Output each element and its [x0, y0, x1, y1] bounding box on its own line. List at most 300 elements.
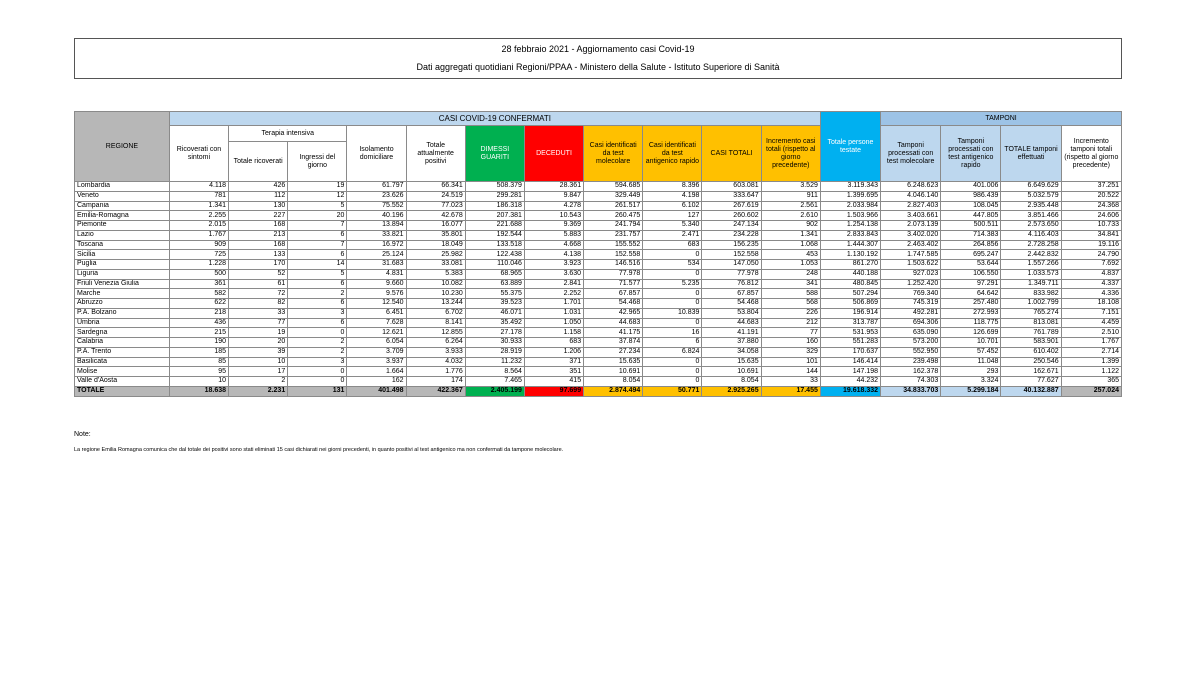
value-cell: 162.378 — [881, 367, 941, 377]
value-cell: 19 — [229, 328, 288, 338]
value-cell: 146.414 — [820, 357, 880, 367]
value-cell: 44.683 — [702, 318, 761, 328]
value-cell: 231.757 — [584, 230, 643, 240]
value-cell: 1.130.192 — [820, 250, 880, 260]
region-cell: Campania — [75, 201, 170, 211]
value-cell: 16 — [643, 328, 702, 338]
value-cell: 2.463.402 — [881, 240, 941, 250]
table-row — [75, 221, 1122, 231]
value-cell: 9.847 — [524, 191, 583, 201]
value-cell: 6.649.629 — [1001, 182, 1061, 192]
value-cell: 71.577 — [584, 279, 643, 289]
region-cell: Lazio — [75, 230, 170, 240]
value-cell: 5.235 — [643, 279, 702, 289]
report-subtitle: Dati aggregati quotidiani Regioni/PPAA - Ministero della Salute - Istituto Superiore di Sanità — [416, 62, 780, 72]
value-cell: 10.230 — [406, 289, 465, 299]
value-cell: 192.544 — [465, 230, 524, 240]
value-cell: 97.699 — [524, 386, 583, 396]
report-header — [74, 38, 1122, 79]
col-header-persone-testate: Totale persone testate — [820, 112, 880, 182]
value-cell: 3.119.343 — [820, 182, 880, 192]
value-cell: 2.015 — [169, 221, 228, 231]
value-cell: 1.068 — [761, 240, 820, 250]
region-cell: Valle d'Aosta — [75, 377, 170, 387]
value-cell: 24.368 — [1061, 201, 1121, 211]
value-cell: 3.630 — [524, 269, 583, 279]
value-cell: 170.637 — [820, 347, 880, 357]
value-cell: 986.439 — [941, 191, 1001, 201]
value-cell: 42.678 — [406, 211, 465, 221]
value-cell: 42.965 — [584, 308, 643, 318]
value-cell: 50.771 — [643, 386, 702, 396]
value-cell: 551.283 — [820, 338, 880, 348]
value-cell: 6.264 — [406, 338, 465, 348]
value-cell: 534 — [643, 260, 702, 270]
value-cell: 3 — [288, 357, 347, 367]
value-cell: 19.116 — [1061, 240, 1121, 250]
value-cell: 118.775 — [941, 318, 1001, 328]
value-cell: 3.324 — [941, 377, 1001, 387]
value-cell: 67.857 — [702, 289, 761, 299]
value-cell: 610.402 — [1001, 347, 1061, 357]
value-cell: 77.978 — [702, 269, 761, 279]
value-cell: 4.046.140 — [881, 191, 941, 201]
value-cell: 152.558 — [584, 250, 643, 260]
value-cell: 2.610 — [761, 211, 820, 221]
value-cell: 74.303 — [881, 377, 941, 387]
value-cell: 12.540 — [347, 299, 406, 309]
value-cell: 4.116.403 — [1001, 230, 1061, 240]
value-cell: 3.402.020 — [881, 230, 941, 240]
value-cell: 422.367 — [406, 386, 465, 396]
col-header-isolamento: Isolamento domiciliare — [347, 126, 406, 182]
value-cell: 2.405.199 — [465, 386, 524, 396]
value-cell: 11.048 — [941, 357, 1001, 367]
value-cell: 1.349.711 — [1001, 279, 1061, 289]
value-cell: 18.638 — [169, 386, 228, 396]
region-cell: Sicilia — [75, 250, 170, 260]
region-cell: Friuli Venezia Giulia — [75, 279, 170, 289]
value-cell: 33.081 — [406, 260, 465, 270]
value-cell: 2.728.258 — [1001, 240, 1061, 250]
value-cell: 4.337 — [1061, 279, 1121, 289]
value-cell: 186.318 — [465, 201, 524, 211]
value-cell: 213 — [229, 230, 288, 240]
notes-text: La regione Emilia Romagna comunica che dal totale dei positivi sono stati eliminati 15 casi dichiarati nei giorni precedenti, in quanto positivi al test antigenico ma non confermati da tampone molecolare. — [74, 447, 564, 453]
value-cell: 15.635 — [584, 357, 643, 367]
value-cell: 1.557.266 — [1001, 260, 1061, 270]
value-cell: 23.626 — [347, 191, 406, 201]
region-cell: Puglia — [75, 260, 170, 270]
value-cell: 2 — [288, 338, 347, 348]
value-cell: 1.776 — [406, 367, 465, 377]
value-cell: 1.341 — [761, 230, 820, 240]
value-cell: 72 — [229, 289, 288, 299]
value-cell: 41.191 — [702, 328, 761, 338]
value-cell: 4.032 — [406, 357, 465, 367]
col-header-incremento-casi: Incremento casi totali (rispetto al giorno precedente) — [761, 126, 820, 182]
value-cell: 37.874 — [584, 338, 643, 348]
table-row — [75, 191, 1122, 201]
value-cell: 583.901 — [1001, 338, 1061, 348]
value-cell: 77.978 — [584, 269, 643, 279]
value-cell: 53.644 — [941, 260, 1001, 270]
value-cell: 1.252.420 — [881, 279, 941, 289]
value-cell: 17 — [229, 367, 288, 377]
value-cell: 1.503.622 — [881, 260, 941, 270]
value-cell: 2.510 — [1061, 328, 1121, 338]
value-cell: 257.024 — [1061, 386, 1121, 396]
value-cell: 160 — [761, 338, 820, 348]
value-cell: 329 — [761, 347, 820, 357]
value-cell: 293 — [941, 367, 1001, 377]
value-cell: 694.306 — [881, 318, 941, 328]
terapia-intensiva-header: Terapia intensiva — [229, 126, 347, 142]
value-cell: 46.071 — [465, 308, 524, 318]
value-cell: 769.340 — [881, 289, 941, 299]
value-cell: 10 — [229, 357, 288, 367]
region-cell: P.A. Trento — [75, 347, 170, 357]
region-cell: Calabria — [75, 338, 170, 348]
value-cell: 5 — [288, 269, 347, 279]
value-cell: 0 — [643, 357, 702, 367]
value-cell: 6 — [288, 230, 347, 240]
value-cell: 13.894 — [347, 221, 406, 231]
value-cell: 19 — [288, 182, 347, 192]
tamponi-header: TAMPONI — [881, 112, 1122, 126]
value-cell: 131 — [288, 386, 347, 396]
value-cell: 333.647 — [702, 191, 761, 201]
value-cell: 267.619 — [702, 201, 761, 211]
value-cell: 39 — [229, 347, 288, 357]
value-cell: 1.228 — [169, 260, 228, 270]
value-cell: 108.045 — [941, 201, 1001, 211]
value-cell: 1.503.966 — [820, 211, 880, 221]
value-cell: 33 — [761, 377, 820, 387]
value-cell: 6.054 — [347, 338, 406, 348]
value-cell: 5.883 — [524, 230, 583, 240]
value-cell: 1.033.573 — [1001, 269, 1061, 279]
value-cell: 440.188 — [820, 269, 880, 279]
value-cell: 5.340 — [643, 221, 702, 231]
value-cell: 33 — [229, 308, 288, 318]
value-cell: 95 — [169, 367, 228, 377]
value-cell: 480.845 — [820, 279, 880, 289]
value-cell: 1.158 — [524, 328, 583, 338]
value-cell: 55.375 — [465, 289, 524, 299]
value-cell: 683 — [643, 240, 702, 250]
value-cell: 2.442.832 — [1001, 250, 1061, 260]
value-cell: 18.108 — [1061, 299, 1121, 309]
value-cell: 6 — [643, 338, 702, 348]
value-cell: 365 — [1061, 377, 1121, 387]
value-cell: 4.138 — [524, 250, 583, 260]
region-cell: Liguria — [75, 269, 170, 279]
value-cell: 2 — [229, 377, 288, 387]
table-row — [75, 279, 1122, 289]
value-cell: 30.933 — [465, 338, 524, 348]
value-cell: 506.869 — [820, 299, 880, 309]
value-cell: 4.831 — [347, 269, 406, 279]
region-cell: Emilia-Romagna — [75, 211, 170, 221]
value-cell: 20 — [229, 338, 288, 348]
value-cell: 122.438 — [465, 250, 524, 260]
value-cell: 10.082 — [406, 279, 465, 289]
value-cell: 1.767 — [1061, 338, 1121, 348]
value-cell: 17.455 — [761, 386, 820, 396]
value-cell: 226 — [761, 308, 820, 318]
value-cell: 239.498 — [881, 357, 941, 367]
region-cell: Sardegna — [75, 328, 170, 338]
table-row — [75, 357, 1122, 367]
value-cell: 6 — [288, 279, 347, 289]
col-header-ricoverati: Ricoverati con sintomi — [169, 126, 228, 182]
value-cell: 10 — [169, 377, 228, 387]
value-cell: 2.471 — [643, 230, 702, 240]
value-cell: 9.576 — [347, 289, 406, 299]
value-cell: 813.081 — [1001, 318, 1061, 328]
value-cell: 257.480 — [941, 299, 1001, 309]
value-cell: 75.552 — [347, 201, 406, 211]
value-cell: 250.546 — [1001, 357, 1061, 367]
value-cell: 11.232 — [465, 357, 524, 367]
value-cell: 500 — [169, 269, 228, 279]
value-cell: 40.132.887 — [1001, 386, 1061, 396]
value-cell: 1.664 — [347, 367, 406, 377]
value-cell: 162.671 — [1001, 367, 1061, 377]
col-header-casi-antigenico: Casi identificati da test antigenico rapido — [643, 126, 702, 182]
col-header-casi-totali: CASI TOTALI — [702, 126, 761, 182]
table-row — [75, 269, 1122, 279]
value-cell: 16.077 — [406, 221, 465, 231]
value-cell: 8.564 — [465, 367, 524, 377]
value-cell: 168 — [229, 221, 288, 231]
value-cell: 745.319 — [881, 299, 941, 309]
value-cell: 28.361 — [524, 182, 583, 192]
value-cell: 0 — [288, 328, 347, 338]
value-cell: 7.628 — [347, 318, 406, 328]
value-cell: 594.685 — [584, 182, 643, 192]
table-row — [75, 328, 1122, 338]
value-cell: 61.797 — [347, 182, 406, 192]
value-cell: 5 — [288, 201, 347, 211]
value-cell: 0 — [643, 299, 702, 309]
value-cell: 781 — [169, 191, 228, 201]
value-cell: 588 — [761, 289, 820, 299]
value-cell: 299.281 — [465, 191, 524, 201]
value-cell: 1.002.799 — [1001, 299, 1061, 309]
value-cell: 68.965 — [465, 269, 524, 279]
value-cell: 8.054 — [702, 377, 761, 387]
value-cell: 146.516 — [584, 260, 643, 270]
value-cell: 24.519 — [406, 191, 465, 201]
region-cell: TOTALE — [75, 386, 170, 396]
value-cell: 833.982 — [1001, 289, 1061, 299]
region-cell: Molise — [75, 367, 170, 377]
value-cell: 603.081 — [702, 182, 761, 192]
value-cell: 25.982 — [406, 250, 465, 260]
value-cell: 53.804 — [702, 308, 761, 318]
region-cell: P.A. Bolzano — [75, 308, 170, 318]
value-cell: 2.833.843 — [820, 230, 880, 240]
value-cell: 44.683 — [584, 318, 643, 328]
value-cell: 27.234 — [584, 347, 643, 357]
total-row — [75, 386, 1122, 396]
value-cell: 2.841 — [524, 279, 583, 289]
value-cell: 24.606 — [1061, 211, 1121, 221]
value-cell: 371 — [524, 357, 583, 367]
value-cell: 4.668 — [524, 240, 583, 250]
value-cell: 453 — [761, 250, 820, 260]
value-cell: 10.691 — [584, 367, 643, 377]
value-cell: 6 — [288, 250, 347, 260]
value-cell: 6 — [288, 318, 347, 328]
value-cell: 1.444.307 — [820, 240, 880, 250]
value-cell: 426 — [229, 182, 288, 192]
value-cell: 6.824 — [643, 347, 702, 357]
region-cell: Basilicata — [75, 357, 170, 367]
value-cell: 1.399 — [1061, 357, 1121, 367]
value-cell: 110.046 — [465, 260, 524, 270]
value-cell: 8.054 — [584, 377, 643, 387]
value-cell: 531.953 — [820, 328, 880, 338]
value-cell: 1.206 — [524, 347, 583, 357]
value-cell: 10.543 — [524, 211, 583, 221]
value-cell: 260.602 — [702, 211, 761, 221]
value-cell: 0 — [288, 367, 347, 377]
value-cell: 34.058 — [702, 347, 761, 357]
col-header-tamponi-molecolare: Tamponi processati con test molecolare — [881, 126, 941, 182]
table-row — [75, 250, 1122, 260]
value-cell: 0 — [643, 318, 702, 328]
value-cell: 3.403.661 — [881, 211, 941, 221]
value-cell: 6.248.623 — [881, 182, 941, 192]
value-cell: 4.118 — [169, 182, 228, 192]
value-cell: 16.972 — [347, 240, 406, 250]
table-row — [75, 289, 1122, 299]
value-cell: 77.627 — [1001, 377, 1061, 387]
table-row — [75, 201, 1122, 211]
table-row — [75, 308, 1122, 318]
value-cell: 2.935.448 — [1001, 201, 1061, 211]
value-cell: 2.714 — [1061, 347, 1121, 357]
value-cell: 3.851.466 — [1001, 211, 1061, 221]
table-row — [75, 240, 1122, 250]
value-cell: 5.383 — [406, 269, 465, 279]
value-cell: 44.232 — [820, 377, 880, 387]
value-cell: 64.642 — [941, 289, 1001, 299]
table-row — [75, 299, 1122, 309]
value-cell: 12.621 — [347, 328, 406, 338]
value-cell: 130 — [229, 201, 288, 211]
value-cell: 63.889 — [465, 279, 524, 289]
value-cell: 18.049 — [406, 240, 465, 250]
value-cell: 156.235 — [702, 240, 761, 250]
value-cell: 152.558 — [702, 250, 761, 260]
value-cell: 52 — [229, 269, 288, 279]
value-cell: 8.141 — [406, 318, 465, 328]
value-cell: 7.465 — [465, 377, 524, 387]
table-row — [75, 377, 1122, 387]
value-cell: 9.660 — [347, 279, 406, 289]
value-cell: 9.369 — [524, 221, 583, 231]
value-cell: 67.857 — [584, 289, 643, 299]
value-cell: 911 — [761, 191, 820, 201]
value-cell: 162 — [347, 377, 406, 387]
value-cell: 20 — [288, 211, 347, 221]
value-cell: 761.789 — [1001, 328, 1061, 338]
value-cell: 1.341 — [169, 201, 228, 211]
value-cell: 4.837 — [1061, 269, 1121, 279]
notes-section — [74, 431, 564, 453]
value-cell: 909 — [169, 240, 228, 250]
value-cell: 248 — [761, 269, 820, 279]
value-cell: 2.827.403 — [881, 201, 941, 211]
value-cell: 97.291 — [941, 279, 1001, 289]
region-cell: Lombardia — [75, 182, 170, 192]
value-cell: 2.073.139 — [881, 221, 941, 231]
value-cell: 241.794 — [584, 221, 643, 231]
value-cell: 37.880 — [702, 338, 761, 348]
notes-heading: Note: — [74, 431, 91, 438]
value-cell: 329.449 — [584, 191, 643, 201]
region-cell: Veneto — [75, 191, 170, 201]
value-cell: 190 — [169, 338, 228, 348]
value-cell: 41.175 — [584, 328, 643, 338]
value-cell: 215 — [169, 328, 228, 338]
value-cell: 765.274 — [1001, 308, 1061, 318]
value-cell: 24.790 — [1061, 250, 1121, 260]
value-cell: 12.855 — [406, 328, 465, 338]
value-cell: 174 — [406, 377, 465, 387]
value-cell: 218 — [169, 308, 228, 318]
value-cell: 147.050 — [702, 260, 761, 270]
value-cell: 234.228 — [702, 230, 761, 240]
region-cell: Abruzzo — [75, 299, 170, 309]
value-cell: 7.692 — [1061, 260, 1121, 270]
value-cell: 34.833.703 — [881, 386, 941, 396]
value-cell: 155.552 — [584, 240, 643, 250]
value-cell: 10.701 — [941, 338, 1001, 348]
value-cell: 2.573.650 — [1001, 221, 1061, 231]
value-cell: 101 — [761, 357, 820, 367]
value-cell: 34.841 — [1061, 230, 1121, 240]
value-cell: 5.032.579 — [1001, 191, 1061, 201]
value-cell: 568 — [761, 299, 820, 309]
value-cell: 2.231 — [229, 386, 288, 396]
value-cell: 3.709 — [347, 347, 406, 357]
value-cell: 247.134 — [702, 221, 761, 231]
casi-confermati-header: CASI COVID-19 CONFERMATI — [169, 112, 820, 126]
value-cell: 3.933 — [406, 347, 465, 357]
value-cell: 168 — [229, 240, 288, 250]
value-cell: 7.151 — [1061, 308, 1121, 318]
value-cell: 1.031 — [524, 308, 583, 318]
value-cell: 6.702 — [406, 308, 465, 318]
value-cell: 133 — [229, 250, 288, 260]
value-cell: 1.053 — [761, 260, 820, 270]
col-header-ingressi: Ingressi del giorno — [288, 142, 347, 182]
value-cell: 582 — [169, 289, 228, 299]
value-cell: 401.006 — [941, 182, 1001, 192]
value-cell: 1.122 — [1061, 367, 1121, 377]
report-title: 28 febbraio 2021 - Aggiornamento casi Covid-19 — [501, 44, 695, 54]
value-cell: 2.874.494 — [584, 386, 643, 396]
col-header-casi-molecolare: Casi identificati da test molecolare — [584, 126, 643, 182]
value-cell: 492.281 — [881, 308, 941, 318]
value-cell: 76.812 — [702, 279, 761, 289]
region-cell: Piemonte — [75, 221, 170, 231]
